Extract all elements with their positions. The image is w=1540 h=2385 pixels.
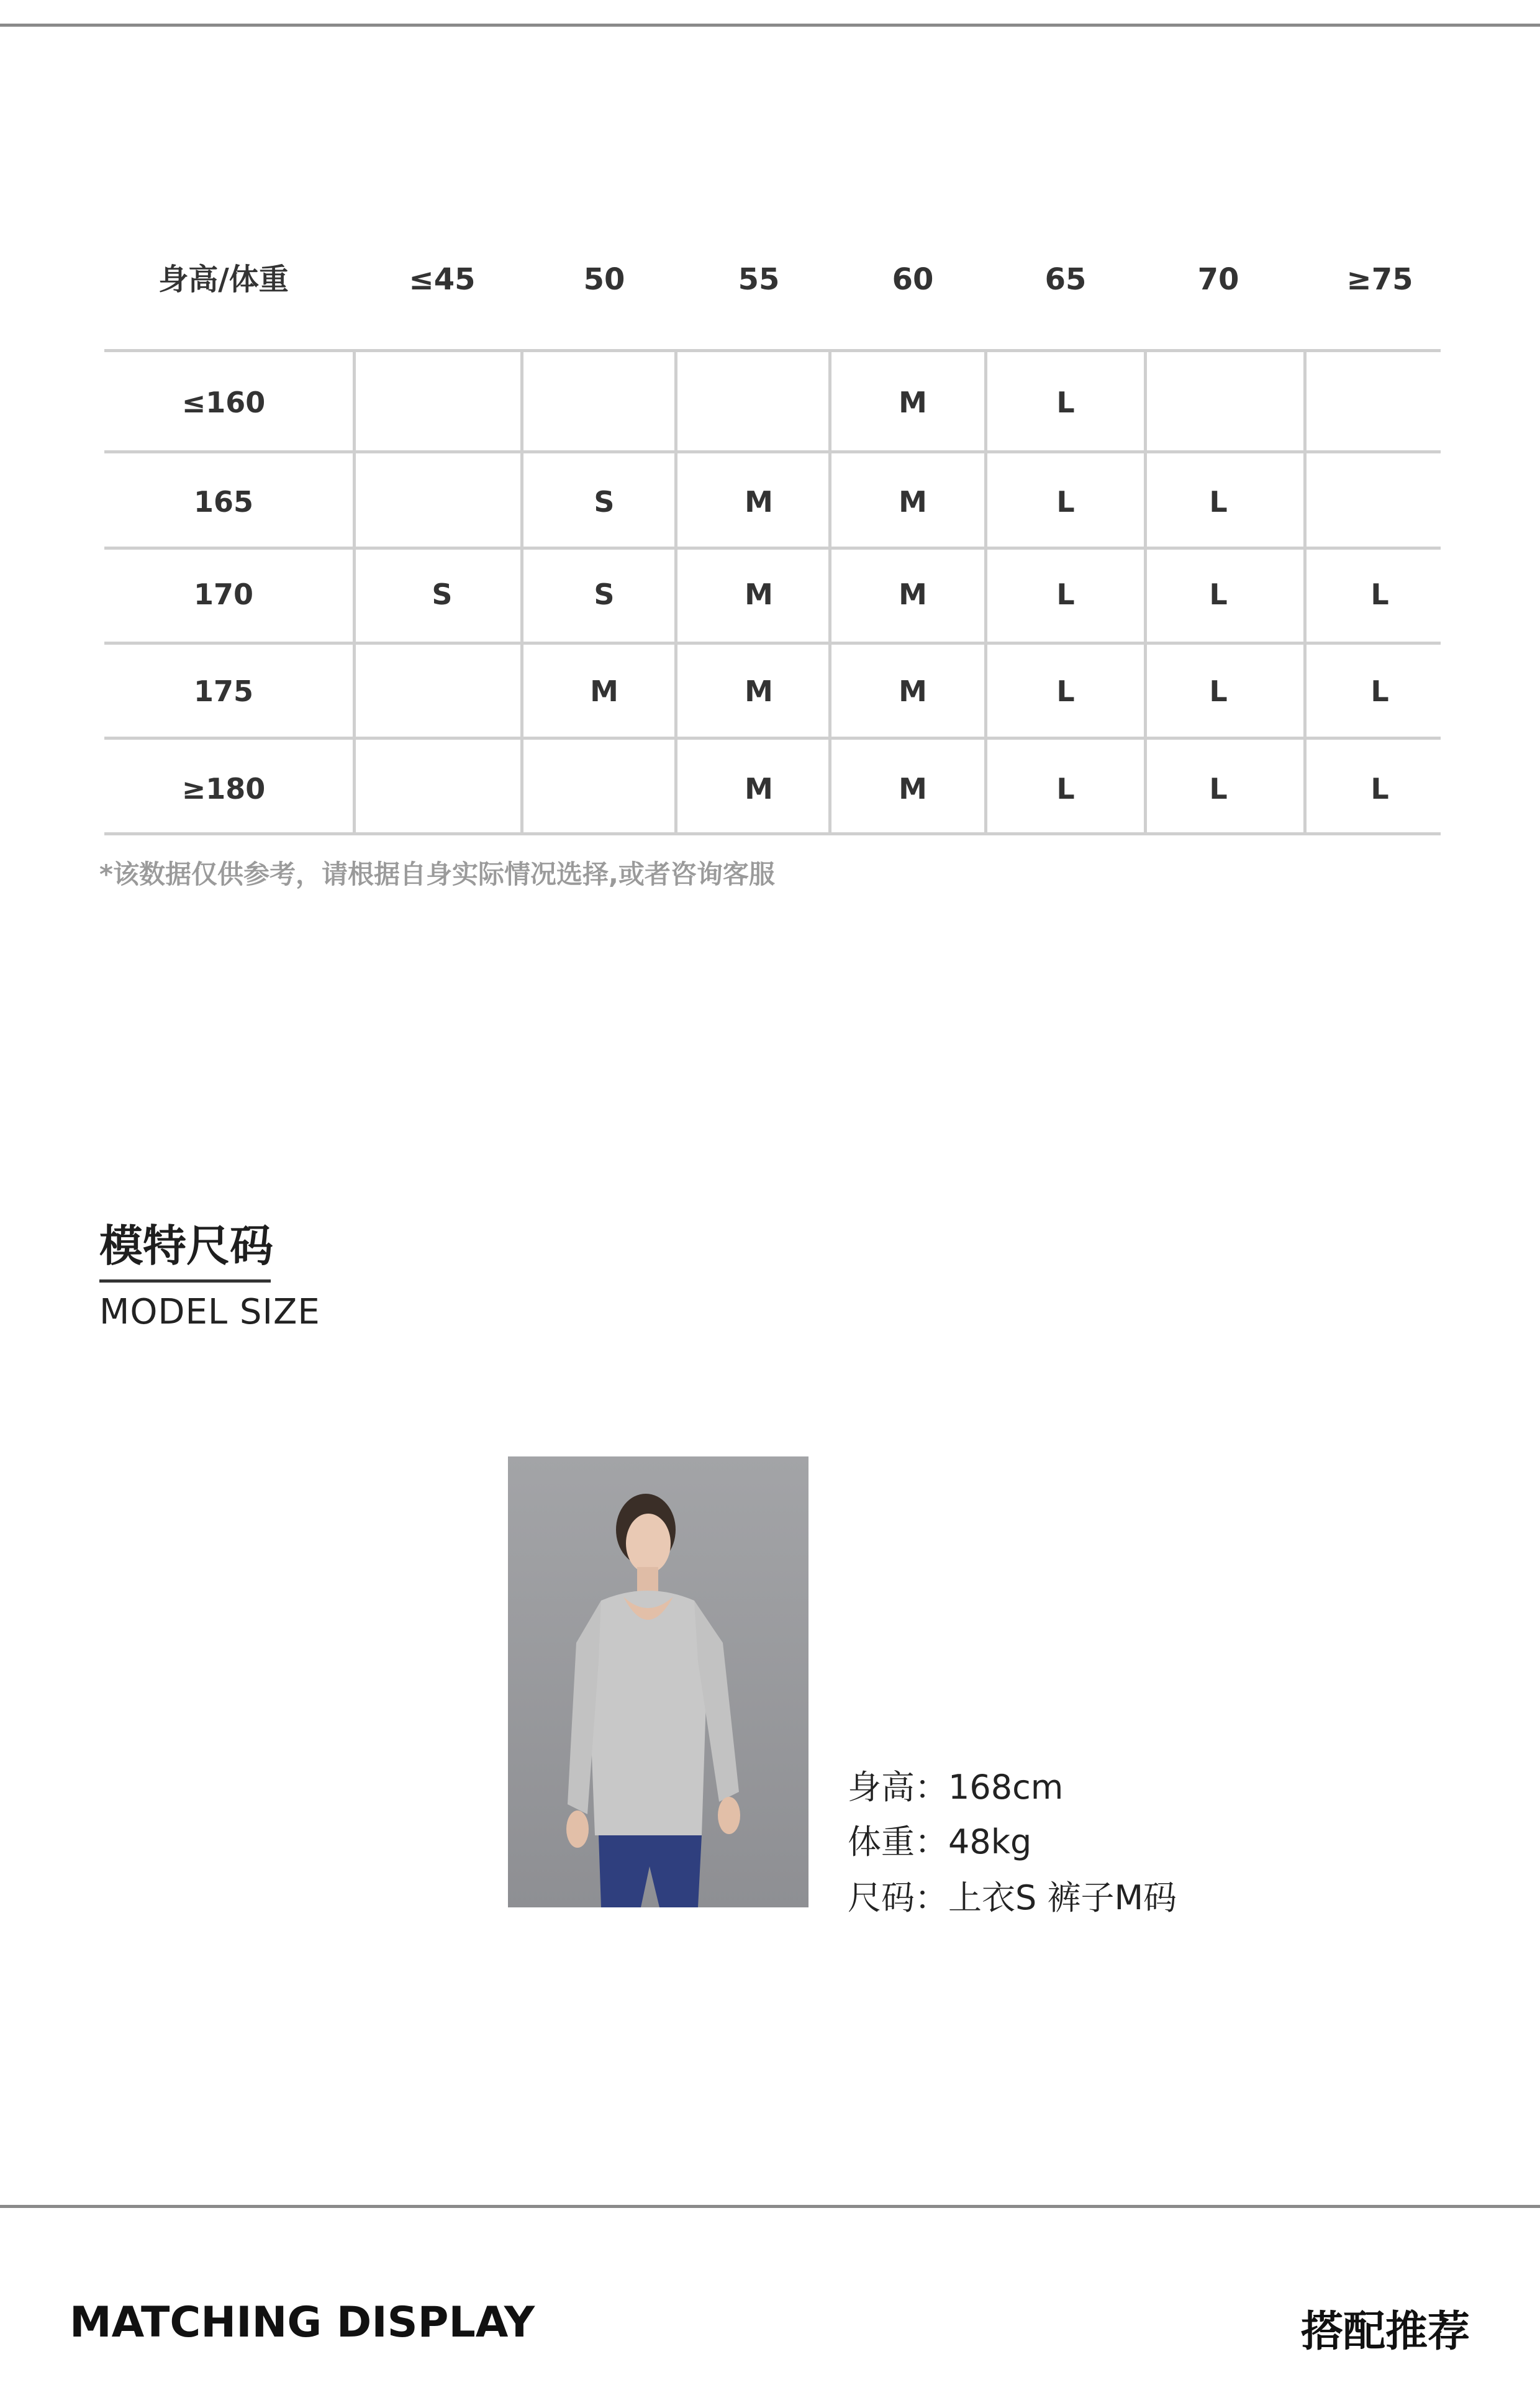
size-cell: L: [1056, 386, 1075, 419]
size-cell: M: [590, 675, 618, 708]
model-size: 尺码：上衣S 裤子M码: [848, 1878, 1177, 1917]
size-cell: S: [432, 578, 453, 611]
grid-line: [104, 642, 1441, 645]
size-cell: L: [1209, 675, 1228, 708]
grid-line: [674, 349, 677, 835]
size-cell: L: [1209, 485, 1228, 519]
size-cell: L: [1209, 772, 1228, 806]
size-cell: M: [899, 485, 927, 519]
weight-header: ≥75: [1346, 262, 1413, 297]
size-cell: L: [1056, 485, 1075, 519]
size-cell: M: [899, 675, 927, 708]
section-subtitle: MODEL SIZE: [99, 1292, 320, 1332]
size-cell: L: [1370, 578, 1389, 611]
size-cell: M: [899, 386, 927, 419]
size-cell: M: [899, 772, 927, 806]
grid-line: [104, 349, 1441, 352]
grid-line: [520, 349, 523, 835]
size-chart-note: *该数据仅供参考，请根据自身实际情况选择,或者咨询客服: [99, 859, 775, 889]
grid-line: [1144, 349, 1147, 835]
grid-line: [104, 450, 1441, 453]
size-chart-header-label: 身高/体重: [158, 262, 289, 297]
size-cell: L: [1209, 578, 1228, 611]
height-label: 165: [193, 485, 254, 519]
size-cell: M: [745, 578, 773, 611]
weight-header: 55: [738, 262, 780, 297]
size-cell: S: [594, 485, 615, 519]
height-label: 175: [193, 675, 254, 708]
weight-header: 65: [1044, 262, 1087, 297]
model-photo: [508, 1456, 808, 1907]
size-cell: L: [1056, 578, 1075, 611]
weight-header: ≤45: [409, 262, 476, 297]
size-cell: M: [745, 675, 773, 708]
height-label: 170: [193, 578, 254, 611]
size-cell: L: [1056, 772, 1075, 806]
size-cell: L: [1056, 675, 1075, 708]
weight-header: 70: [1197, 262, 1239, 297]
bottom-divider: [0, 2205, 1540, 2208]
grid-line: [984, 349, 987, 835]
grid-line: [353, 349, 356, 835]
top-divider: [0, 24, 1540, 27]
section-title: 模特尺码: [99, 1220, 273, 1271]
height-label: ≥180: [181, 772, 266, 806]
model-weight: 体重：48kg: [848, 1822, 1032, 1861]
size-cell: M: [745, 485, 773, 519]
weight-header: 60: [892, 262, 934, 297]
size-cell: L: [1370, 675, 1389, 708]
grid-line: [104, 832, 1441, 835]
grid-line: [1303, 349, 1307, 835]
grid-line: [104, 547, 1441, 550]
grid-line: [828, 349, 831, 835]
size-cell: M: [899, 578, 927, 611]
weight-header: 50: [583, 262, 625, 297]
matching-recommend-title: 搭配推荐: [1301, 2307, 1470, 2356]
height-label: ≤160: [181, 386, 266, 419]
size-cell: S: [594, 578, 615, 611]
size-cell: M: [745, 772, 773, 806]
grid-line: [104, 737, 1441, 740]
size-cell: L: [1370, 772, 1389, 806]
section-title-underline: [99, 1279, 271, 1283]
model-height: 身高：168cm: [848, 1768, 1064, 1807]
matching-display-title: MATCHING DISPLAY: [70, 2298, 535, 2347]
